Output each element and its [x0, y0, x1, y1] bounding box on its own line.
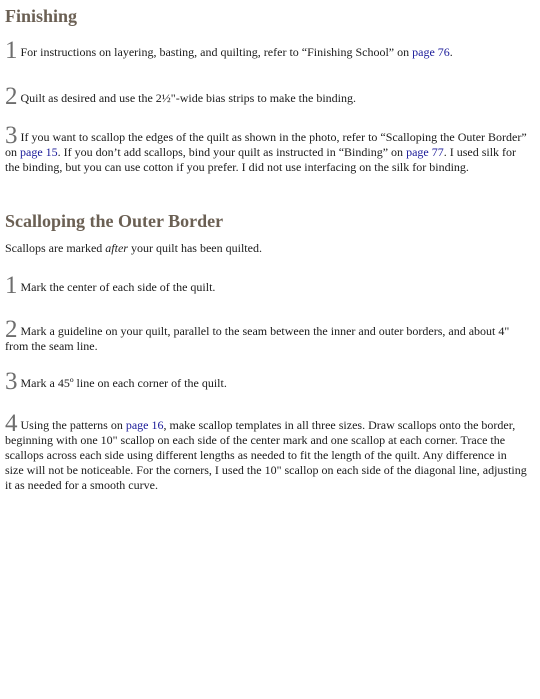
intro-text: your quilt has been quilted.	[127, 241, 262, 255]
step-text: Using the patterns on	[20, 418, 126, 432]
page-link[interactable]: page 16	[125, 418, 164, 432]
step-text: , make scallop templates in all three sizes. Draw scallops onto the border, beginning with one 10" scallop on each side of the center mark and one scallop at each corner. Trace the scallops across each side using different lengths as needed to fit the length of the quilt. Any difference in size will not be noticeable. For the corners, I used the 10" scallop on each side of the diagonal line, adjusting it as needed for a smooth curve.	[5, 418, 527, 492]
step-number: 3	[5, 368, 18, 395]
step-text: . I used silk for the binding, but you can use cotton if you prefer. I did not use interfacing on the silk for binding.	[5, 145, 517, 174]
finishing-step-2	[5, 83, 527, 110]
step-text: Mark a guideline on your quilt, parallel to the seam between the inner and outer borders, and about 4" from the seam line.	[5, 324, 510, 353]
section-heading-scalloping: Scalloping the Outer Border	[5, 211, 224, 231]
step-text: Mark the center of each side of the quilt.	[20, 280, 216, 294]
intro-text: Scallops are marked	[5, 241, 106, 255]
step-number: 2	[5, 83, 18, 110]
step-text: Mark a 45º line on each corner of the quilt.	[20, 376, 227, 390]
step-text: Quilt as desired and use the 2½"-wide bias strips to make the binding.	[20, 91, 357, 105]
scalloping-step-3	[5, 368, 527, 395]
intro-emphasis: after	[105, 241, 128, 255]
page-link[interactable]: page 77	[406, 145, 444, 159]
page-link[interactable]: page 15	[20, 145, 58, 159]
scalloping-intro	[5, 241, 527, 256]
step-number: 3	[5, 122, 18, 149]
step-number: 4	[5, 410, 18, 437]
step-number: 2	[5, 316, 18, 343]
page-link[interactable]: page 76	[412, 45, 450, 59]
scalloping-step-2	[5, 316, 527, 354]
scalloping-step-4	[5, 410, 527, 493]
step-text: If you want to scallop the edges of the quilt as shown in the photo, refer to “Scalloping the Outer Border” on	[5, 130, 527, 159]
scalloping-step-1	[5, 272, 527, 299]
step-number: 1	[5, 37, 18, 64]
step-text: . If you don’t add scallops, bind your quilt as instructed in “Binding” on	[57, 145, 407, 159]
finishing-step-3	[5, 122, 527, 175]
step-text: For instructions on layering, basting, and quilting, refer to “Finishing School” on	[20, 45, 413, 59]
finishing-step-1	[5, 37, 527, 64]
step-number: 1	[5, 272, 18, 299]
step-text: .	[449, 45, 453, 59]
section-heading-finishing: Finishing	[5, 6, 78, 26]
